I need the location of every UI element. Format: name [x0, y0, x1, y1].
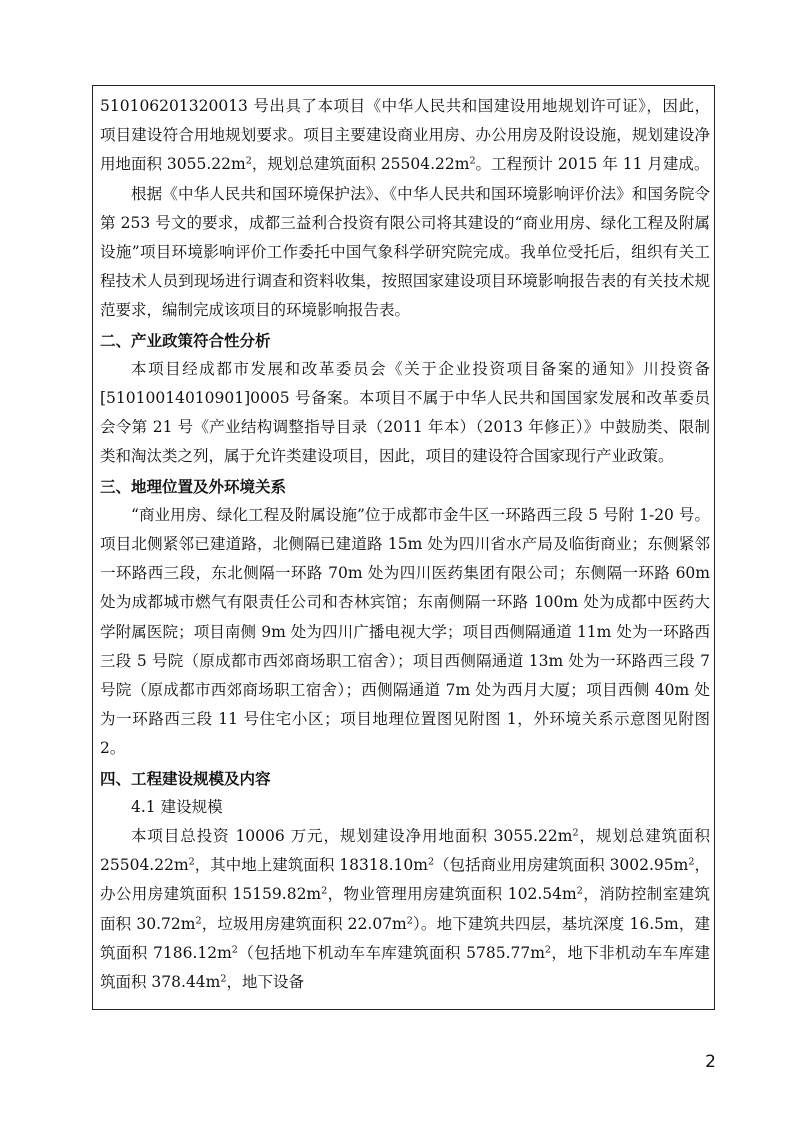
text-run: ）。地下建筑共四层，基坑深度 16.5m，建筑面积 7186.12m: [100, 914, 711, 962]
superscript: 2: [321, 886, 328, 898]
superscript: 2: [427, 857, 435, 868]
text-run: “商业用房、绿化工程及附属设施”位于成都市金牛区一环路西三段 5 号附 1-20 号。项目北侧紧邻已建道路，北侧隔已建道路 15m 处为四川省水产局及临街商业；东侧紧邻一环路西三段，东北侧隔一环路 70m 处为四川医药集团有限公司；东侧隔一环路 60m 处为成都城市燃气有限责任公司和杏林宾馆；东南侧隔一环路 100m 处为成都中医药大学附属医院；项目南侧 9m 处为四川广播电视大学；项目西侧隔通道 11m 处为一环路西三段 5 号院（原成都市西郊商场职工宿舍）；项目西侧隔通道 13m 处为一环路西三段 7 号院（原成都市西郊商场职工宿舍）；西侧隔通道 7m 处为西月大厦；项目西侧 40m 处为一环路西三段 11 号住宅小区；项目地理位置图见附图 1，外环境关系示意图见附图 2。: [100, 505, 710, 758]
text-run: ，消防控制室建筑面积 30.72m: [100, 885, 710, 933]
text-run: ，办公用房建筑面积 15159.82m: [100, 856, 710, 904]
paragraph-location: [100, 501, 710, 764]
superscript: 2: [220, 973, 227, 985]
text-run: ，规划总建筑面积 25504.22m: [100, 827, 710, 875]
superscript: 2: [688, 857, 695, 868]
text-run: （包括地下机动车车库建筑面积 5785.77m: [237, 943, 545, 962]
text-run: 本项目经成都市发展和改革委员会《关于企业投资项目备案的通知》川投资备[51010014010901]0005 号备案。本项目不属于中华人民共和国国家发展和改革委员会令第 21 号《产业结构调整指导目录（2011 年本）（2013 年修正）》中鼓励类、限制类和淘汰类之列，属于允许类建设项目，因此，项目的建设符合国家现行产业政策。: [100, 359, 710, 466]
superscript: 2: [231, 944, 238, 956]
text-run: 本项目总投资 10006 万元，规划建设净用地面积 3055.22m: [131, 827, 573, 846]
paragraph-industrial-policy: [100, 355, 710, 472]
heading-scale: [100, 764, 710, 793]
text-run: 四、工程建设规模及内容: [100, 768, 271, 788]
subheading-scale: [100, 793, 710, 822]
page-number: 2: [705, 1052, 716, 1072]
text-run: ，规划总建筑面积 25504.22m: [251, 155, 470, 174]
superscript: 2: [469, 156, 476, 168]
document-body: [100, 92, 710, 997]
heading-industrial-policy: [100, 326, 710, 355]
text-run: ，物业管理用房建筑面积 102.54m: [327, 885, 577, 904]
text-run: ，其中地上建筑面积 18318.10m: [194, 856, 428, 875]
superscript: 2: [188, 857, 195, 868]
superscript: 2: [544, 944, 552, 956]
superscript: 2: [245, 156, 252, 168]
superscript: 2: [195, 915, 202, 927]
text-run: 4.1 建设规模: [131, 797, 223, 816]
text-run: 根据《中华人民共和国环境保护法》、《中华人民共和国环境影响评价法》和国务院令第 253 号文的要求，成都三益利合投资有限公司将其建设的“商业用房、绿化工程及附属设施”项目环境影响评价工作委托中国气象科学研究院完成。我单位受托后，组织有关工程技术人员到现场进行调查和资料收集，按照国家建设项目环境影响报告表的有关技术规范要求，编制完成该项目的环境影响报告表。: [100, 184, 710, 320]
text-run: 。工程预计 2015 年 11 月建成。: [475, 155, 710, 174]
text-run: ，垃圾用房建筑面积 22.07m: [201, 914, 407, 933]
text-run: 二、产业政策符合性分析: [100, 330, 271, 350]
text-run: （包括商业用房建筑面积 3002.95m: [434, 856, 689, 875]
text-run: 510106201320013 号出具了本项目《中华人民共和国建设用地规划许可证》，因此，项目建设符合用地规划要求。项目主要建设商业用房、办公用房及附设设施，规划建设净用地面积 3055.22m: [100, 97, 710, 174]
superscript: 2: [406, 915, 413, 927]
superscript: 2: [572, 827, 579, 839]
text-run: 三、地理位置及外环境关系: [100, 476, 287, 496]
paragraph-legal-basis: [100, 180, 710, 326]
text-run: ，地下非机动车车库建筑面积 378.44m: [100, 943, 710, 992]
paragraph-scale: [100, 822, 710, 997]
heading-location: [100, 472, 710, 501]
text-run: ，地下设备: [226, 973, 304, 992]
superscript: 2: [576, 886, 583, 898]
paragraph-permit: [100, 92, 710, 180]
